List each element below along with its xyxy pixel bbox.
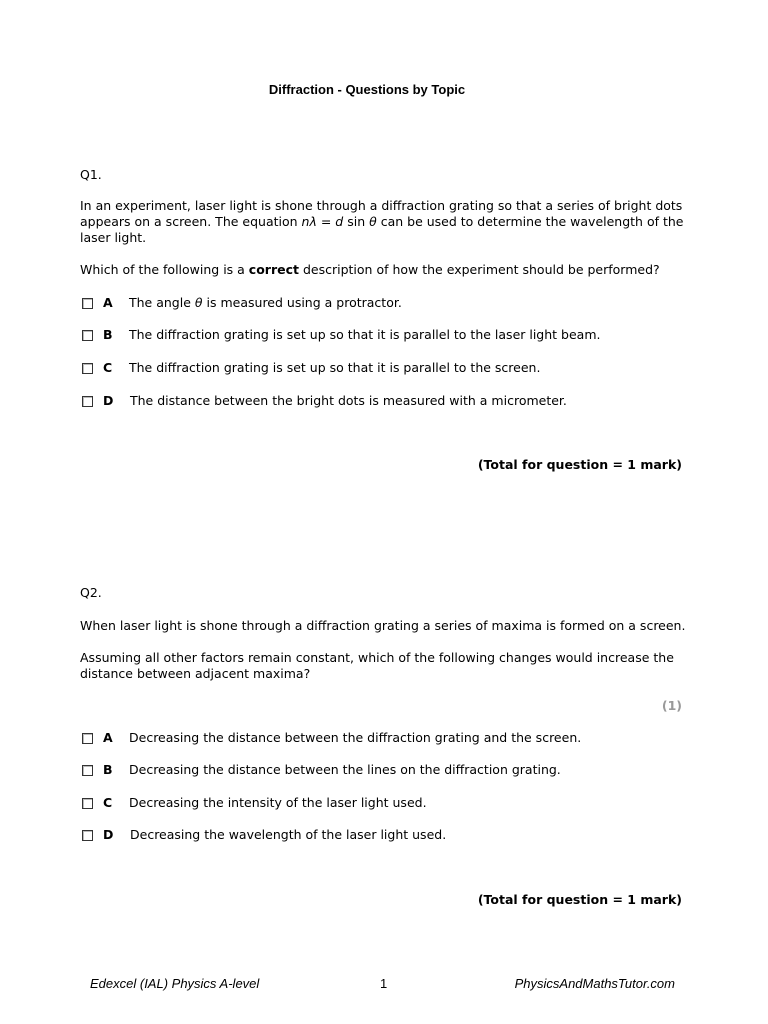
footer-website: PhysicsAndMathsTutor.com xyxy=(514,976,675,991)
q1-option-c[interactable] xyxy=(80,360,700,378)
page-title: Diffraction - Questions by Topic xyxy=(268,82,466,97)
prompt-text-end: description of how the experiment should be performed? xyxy=(299,262,660,277)
option-text: Decreasing the distance between the lines on the diffraction grating. xyxy=(129,762,561,777)
q1-option-b[interactable] xyxy=(80,327,700,345)
question-1-label: Q1. xyxy=(80,167,102,182)
equation-sin: sin xyxy=(343,214,370,229)
prompt-keyword: correct xyxy=(248,262,299,277)
checkbox[interactable] xyxy=(82,798,93,809)
question-2-total: (Total for question = 1 mark) xyxy=(477,892,682,907)
question-2-stem: When laser light is shone through a diffraction grating a series of maxima is formed on a screen. xyxy=(80,618,686,633)
equation-theta: θ xyxy=(369,214,377,229)
q2-option-c[interactable] xyxy=(80,795,700,813)
question-1-stem-text: In an experiment, laser light is shone through a diffraction grating so that a series of bright dots appears on a screen. The equation xyxy=(80,198,683,229)
q1-option-d[interactable] xyxy=(80,393,700,411)
equation-equals: = xyxy=(316,214,336,229)
q2-option-b[interactable] xyxy=(80,762,700,780)
option-text: Decreasing the wavelength of the laser light used. xyxy=(130,827,447,842)
option-text-end: is measured using a protractor. xyxy=(202,295,402,310)
option-text: The diffraction grating is set up so that it is parallel to the laser light beam. xyxy=(129,327,601,342)
option-text: Decreasing the distance between the diffraction grating and the screen. xyxy=(129,730,582,745)
checkbox[interactable] xyxy=(82,298,93,309)
checkbox[interactable] xyxy=(82,830,93,841)
q1-option-a[interactable] xyxy=(80,295,700,313)
option-letter: D xyxy=(103,393,114,408)
equation-d: d xyxy=(335,214,344,229)
question-2-marks: (1) xyxy=(661,698,682,713)
equation-n: n xyxy=(301,214,310,229)
checkbox[interactable] xyxy=(82,363,93,374)
question-1-stem-text-end: can be used to determine the wavelength of the laser light. xyxy=(80,214,684,245)
footer-page-number: 1 xyxy=(380,976,388,991)
checkbox[interactable] xyxy=(82,396,93,407)
checkbox[interactable] xyxy=(82,733,93,744)
option-letter: B xyxy=(103,762,113,777)
option-text-start: The angle xyxy=(129,295,195,310)
option-letter: B xyxy=(103,327,113,342)
option-text: The diffraction grating is set up so that it is parallel to the screen. xyxy=(129,360,541,375)
question-1-stem xyxy=(80,198,690,246)
checkbox[interactable] xyxy=(82,330,93,341)
option-letter: A xyxy=(103,730,113,745)
footer-exam-board: Edexcel (IAL) Physics A-level xyxy=(90,976,260,991)
checkbox[interactable] xyxy=(82,765,93,776)
prompt-text: Which of the following is a xyxy=(80,262,249,277)
option-letter: D xyxy=(103,827,114,842)
question-2-prompt: Assuming all other factors remain constant, which of the following changes would increase the distance between adjacent maxima? xyxy=(80,650,674,681)
question-1-prompt xyxy=(80,262,690,278)
option-text: The distance between the bright dots is measured with a micrometer. xyxy=(130,393,567,408)
option-text xyxy=(129,295,402,310)
option-letter: A xyxy=(103,295,113,310)
q2-option-d[interactable] xyxy=(80,827,700,845)
equation-lambda: λ xyxy=(309,214,317,229)
option-text: Decreasing the intensity of the laser light used. xyxy=(129,795,427,810)
question-2-label: Q2. xyxy=(80,585,102,600)
option-theta: θ xyxy=(194,295,203,310)
q2-option-a[interactable] xyxy=(80,730,700,748)
option-letter: C xyxy=(103,360,113,375)
option-letter: C xyxy=(103,795,113,810)
question-1-total: (Total for question = 1 mark) xyxy=(477,457,682,472)
